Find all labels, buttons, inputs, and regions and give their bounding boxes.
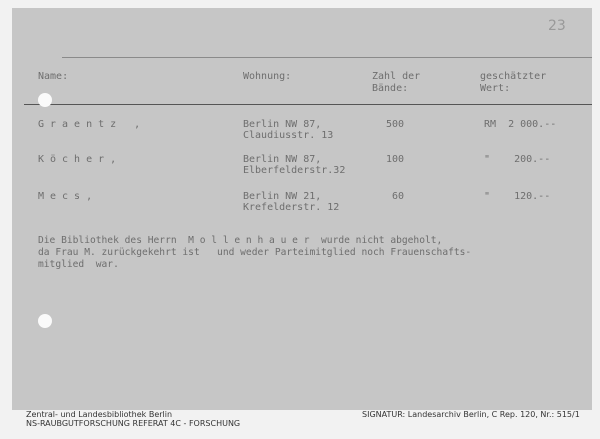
row-value: RM 2 000.--: [484, 119, 557, 130]
header-zahl: Zahl der Bände:: [372, 71, 421, 94]
punch-hole: [38, 93, 52, 107]
footer-signature: SIGNATUR: Landesarchiv Berlin, C Rep. 120, Nr.: 515/1: [362, 410, 580, 419]
row-count: 500: [386, 119, 405, 130]
row-count: 100: [386, 154, 405, 165]
row-count: 60: [392, 191, 405, 202]
row-address1: Berlin NW 87,: [243, 154, 322, 165]
header-name: Name:: [38, 71, 69, 82]
top-rule: [62, 57, 592, 58]
row-value: " 200.--: [484, 154, 551, 165]
row-address1: Berlin NW 21,: [243, 191, 322, 202]
row-value: " 120.--: [484, 191, 551, 202]
row-address1: Berlin NW 87,: [243, 119, 322, 130]
index-card: [12, 8, 592, 410]
row-name: Mecs,: [38, 191, 99, 202]
footer-department: NS-RAUBGUTFORSCHUNG REFERAT 4C - FORSCHUNG: [26, 419, 241, 428]
header-wohnung: Wohnung:: [243, 71, 292, 82]
row-name: Graentz ,: [38, 119, 147, 130]
row-name: Köcher,: [38, 154, 123, 165]
header-wert: geschätzter Wert:: [480, 71, 547, 94]
row-address2: Claudiusstr. 13: [243, 130, 334, 141]
punch-hole: [38, 314, 52, 328]
note-paragraph: Die Bibliothek des Herrn M o l l e n h a u e r wurde nicht abgeholt, da Frau M. zurückgekehrt ist und weder Parteimitglied noch Frauenschafts- mitglied war.: [38, 235, 472, 270]
footer-institution: Zentral- und Landesbibliothek Berlin: [26, 410, 173, 419]
row-address2: Krefelderstr. 12: [243, 202, 340, 213]
page-number: 23: [548, 18, 566, 34]
header-rule: [24, 104, 592, 105]
row-address2: Elberfelderstr.32: [243, 165, 346, 176]
